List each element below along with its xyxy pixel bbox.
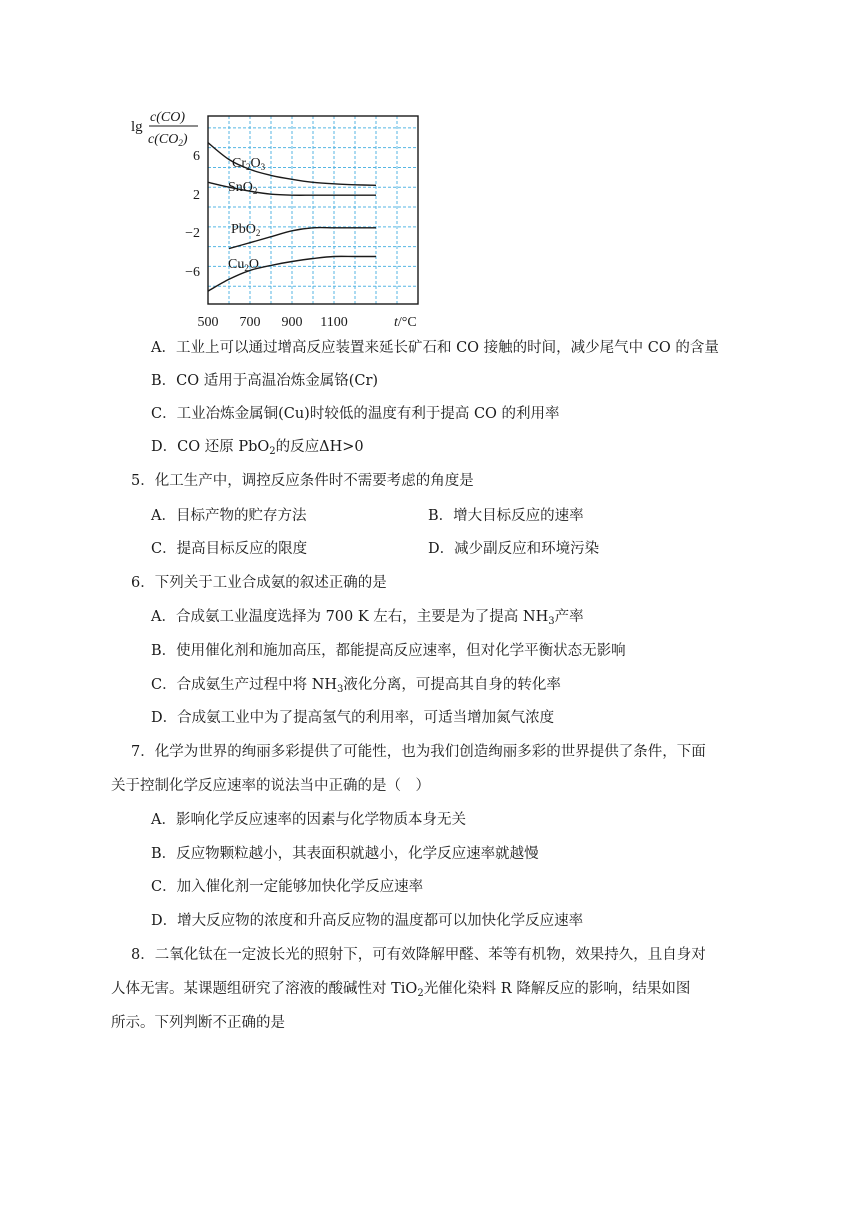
series-label-sno2: SnO$_2$ — [228, 180, 258, 196]
x-tick-label: 500 — [197, 315, 219, 330]
ylabel-numerator: c(CO) — [150, 110, 185, 125]
q7-option-a: A．影响化学反应速率的因素与化学物质本身无关 — [151, 812, 466, 828]
q5-stem: 5．化工生产中，调控反应条件时不需要考虑的角度是 — [131, 473, 474, 489]
q8-stem-line2: 人体无害。某课题组研究了溶液的酸碱性对 TiO$_2$光催化染料 R 降解反应的影响，结果如图 — [111, 981, 691, 999]
q5-option-a: A．目标产物的贮存方法 — [151, 508, 307, 524]
y-tick-label: 6 — [193, 149, 200, 164]
series-label-cu2o: $Cu_2O$ — [228, 257, 259, 273]
q8-stem-line1: 8．二氧化钛在一定波长光的照射下，可有效降解甲醛、苯等有机物，效果持久，且自身对 — [131, 947, 706, 963]
y-tick-label: 2 — [193, 188, 200, 203]
chart — [128, 100, 440, 336]
q7-option-c: C．加入催化剂一定能够加快化学反应速率 — [151, 879, 424, 895]
x-tick-label: 700 — [239, 315, 261, 330]
ylabel-denominator: $c(CO_2)$ — [148, 132, 188, 148]
q7-option-b: B．反应物颗粒越小，其表面积就越小，化学反应速率就越慢 — [151, 846, 539, 862]
x-axis-label: t/°C — [394, 315, 417, 330]
series-label-pbo2: PbO$_2$ — [231, 222, 261, 238]
q6-option-d: D．合成氨工业中为了提高氢气的利用率，可适当增加氮气浓度 — [151, 710, 555, 726]
y-tick-label: −2 — [185, 226, 200, 241]
q4-option-b: B．CO 适用于高温冶炼金属铬(Cr) — [151, 373, 379, 389]
q4-option-d: D．CO 还原 PbO$_2$的反应ΔH>0 — [151, 439, 364, 457]
q5-option-b: B．增大目标反应的速率 — [428, 508, 584, 524]
q6-stem: 6．下列关于工业合成氨的叙述正确的是 — [131, 575, 387, 591]
q7-option-d: D．增大反应物的浓度和升高反应物的温度都可以加快化学反应速率 — [151, 913, 584, 929]
chart-grid — [208, 116, 418, 304]
q6-option-c: C．合成氨生产过程中将 $NH_3$液化分离，可提高其自身的转化率 — [151, 677, 561, 695]
q6-option-a: A．合成氨工业温度选择为 700 K 左右，主要是为了提高 $NH_3$产率 — [151, 609, 584, 627]
x-tick-label: 900 — [281, 315, 303, 330]
q8-stem-line3: 所示。下列判断不正确的是 — [111, 1015, 285, 1031]
q5-option-d: D．减少副反应和环境污染 — [428, 541, 600, 557]
q4-option-a: A．工业上可以通过增高反应装置来延长矿石和 CO 接触的时间，减少尾气中 CO 的含量 — [151, 340, 719, 356]
q5-option-c: C．提高目标反应的限度 — [151, 541, 308, 557]
ylabel-prefix: lg — [131, 119, 143, 135]
x-tick-label: 1100 — [320, 315, 348, 330]
plot-frame — [208, 116, 418, 304]
q6-option-b: B．使用催化剂和施加高压，都能提高反应速率，但对化学平衡状态无影响 — [151, 643, 626, 659]
q7-stem-line1: 7．化学为世界的绚丽多彩提供了可能性，也为我们创造绚丽多彩的世界提供了条件，下面 — [131, 744, 706, 760]
q4-option-c: C．工业冶炼金属铜(Cu)时较低的温度有利于提高 CO 的利用率 — [151, 406, 560, 422]
q7-stem-line2: 关于控制化学反应速率的说法当中正确的是（ ） — [111, 778, 430, 794]
series-label-cr2o3: $Cr_2O_3$ — [232, 156, 266, 172]
y-tick-label: −6 — [185, 265, 200, 280]
